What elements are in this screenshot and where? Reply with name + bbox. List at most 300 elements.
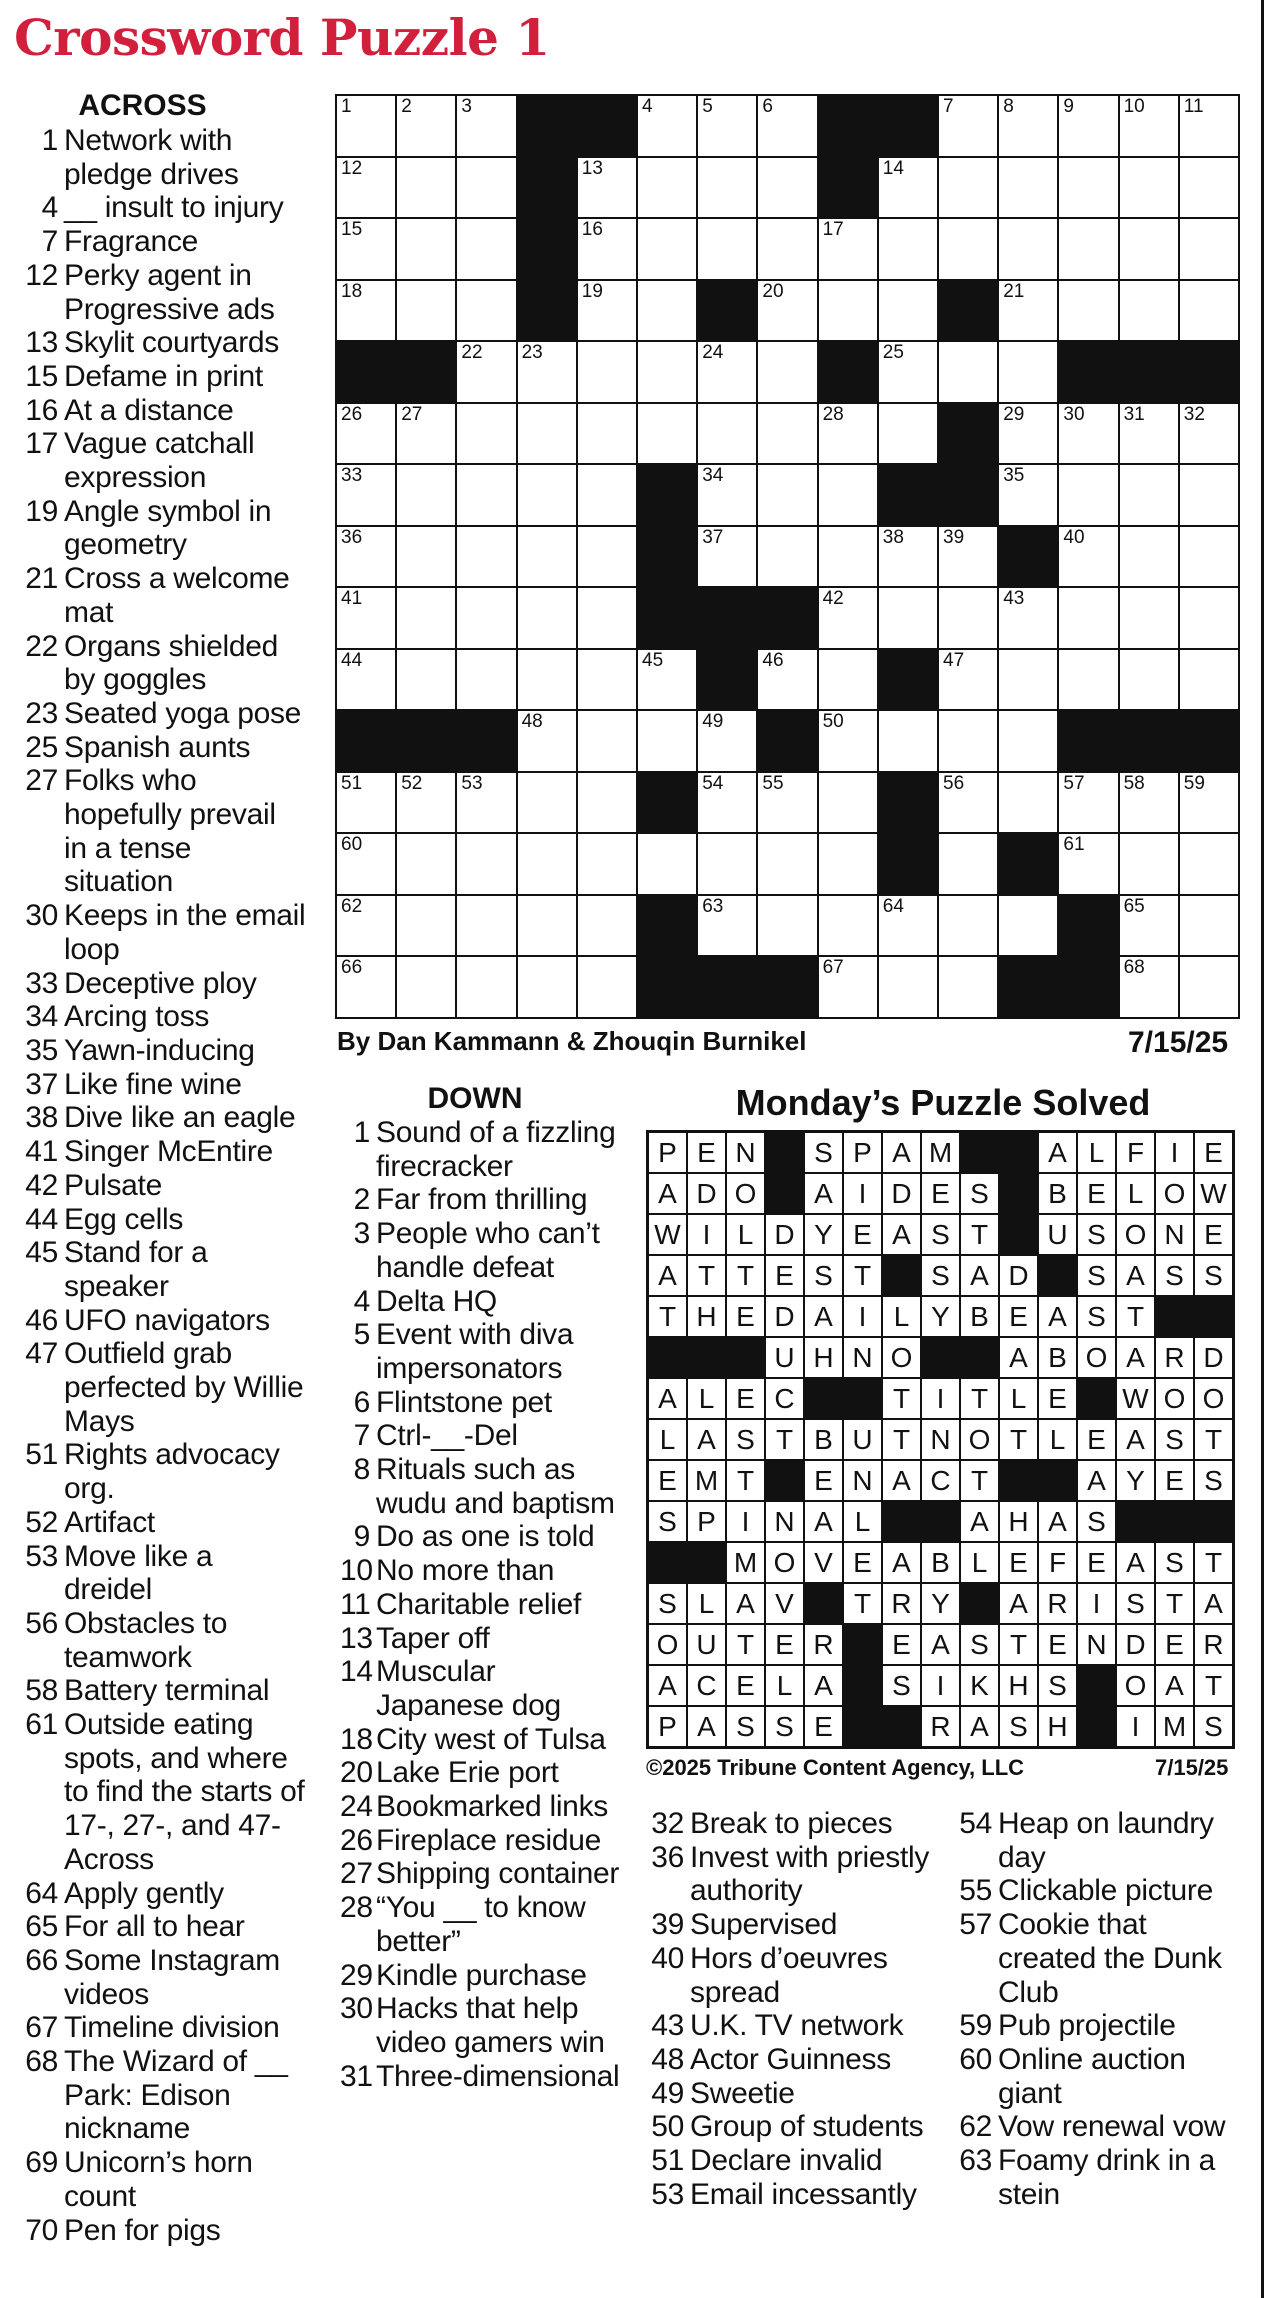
grid-cell[interactable] [698, 96, 756, 156]
grid-cell[interactable] [879, 281, 937, 341]
grid-cell[interactable] [758, 96, 816, 156]
grid-cell[interactable] [1059, 219, 1117, 279]
clue-item[interactable] [340, 1790, 625, 1824]
grid-cell[interactable] [1120, 465, 1178, 525]
grid-cell[interactable] [397, 281, 455, 341]
grid-cell[interactable] [1120, 96, 1178, 156]
clue-item[interactable] [340, 1453, 625, 1520]
clue-item[interactable] [340, 1824, 625, 1858]
clue-item[interactable] [340, 1655, 625, 1722]
grid-cell[interactable] [819, 219, 877, 279]
solved-cell: S [727, 1707, 764, 1746]
clue-item[interactable] [20, 1337, 306, 1438]
grid-cell[interactable] [578, 219, 636, 279]
grid-cell[interactable] [457, 158, 515, 218]
clue-item[interactable] [20, 495, 306, 562]
grid-cell[interactable] [397, 465, 455, 525]
grid-cell[interactable] [939, 834, 997, 894]
clue-item[interactable] [644, 2009, 944, 2043]
grid-cell[interactable] [578, 773, 636, 833]
grid-cell[interactable] [337, 773, 395, 833]
grid-cell[interactable] [397, 896, 455, 956]
solved-cell: O [649, 1625, 686, 1664]
grid-cell[interactable] [819, 588, 877, 648]
clue-item[interactable] [952, 1807, 1252, 1874]
solved-cell: R [805, 1625, 842, 1664]
grid-cell[interactable] [819, 711, 877, 771]
grid-cell[interactable] [337, 527, 395, 587]
clue-item[interactable] [340, 1622, 625, 1656]
grid-cell[interactable] [698, 834, 756, 894]
grid-cell[interactable] [638, 404, 696, 464]
grid-cell[interactable] [638, 834, 696, 894]
clue-item[interactable] [20, 967, 306, 1001]
cell-number: 60 [341, 834, 363, 856]
grid-cell[interactable] [698, 711, 756, 771]
grid-cell[interactable] [1059, 650, 1117, 710]
clue-item[interactable] [340, 1520, 625, 1554]
clue-item[interactable] [20, 1708, 306, 1877]
clue-item[interactable] [20, 1607, 306, 1674]
clue-item[interactable] [20, 1304, 306, 1338]
clue-item[interactable] [952, 1908, 1252, 2009]
grid-cell[interactable] [1059, 158, 1117, 218]
clue-item[interactable] [20, 360, 306, 394]
grid-cell[interactable] [999, 158, 1057, 218]
grid-cell[interactable] [397, 650, 455, 710]
grid-cell[interactable] [1059, 404, 1117, 464]
grid-cell[interactable] [397, 527, 455, 587]
clue-text: Heap on laundry day [998, 1807, 1214, 1874]
cell-number: 9 [1063, 96, 1074, 117]
grid-cell[interactable] [819, 957, 877, 1017]
grid-cell[interactable] [1120, 834, 1178, 894]
clue-item[interactable] [952, 2110, 1252, 2144]
grid-cell[interactable] [337, 465, 395, 525]
grid-cell[interactable] [578, 896, 636, 956]
grid-cell[interactable] [1180, 896, 1238, 956]
grid-cell[interactable] [758, 650, 816, 710]
grid-cell[interactable] [879, 588, 937, 648]
grid-cell[interactable] [999, 773, 1057, 833]
clue-item[interactable] [20, 1438, 306, 1505]
solved-cell: I [1078, 1584, 1115, 1623]
cell-number: 53 [461, 772, 483, 794]
grid-cell[interactable] [879, 219, 937, 279]
clue-item[interactable] [952, 1874, 1252, 1908]
grid-cell[interactable] [397, 404, 455, 464]
grid-cell[interactable] [1180, 281, 1238, 341]
clue-item[interactable] [20, 259, 306, 326]
grid-cell[interactable] [939, 650, 997, 710]
cell-number: 27 [401, 403, 423, 425]
clue-item[interactable] [20, 1000, 306, 1034]
grid-cell[interactable] [999, 219, 1057, 279]
grid-cell[interactable] [819, 281, 877, 341]
clue-item[interactable] [340, 1419, 625, 1453]
grid-cell[interactable] [1059, 281, 1117, 341]
solved-cell: S [883, 1666, 920, 1705]
grid-cell[interactable] [578, 957, 636, 1017]
grid-cell[interactable] [819, 404, 877, 464]
grid-cell[interactable] [518, 465, 576, 525]
clue-item[interactable] [644, 1841, 944, 1908]
grid-cell[interactable] [1120, 957, 1178, 1017]
grid-cell[interactable] [1180, 96, 1238, 156]
grid-cell[interactable] [1059, 465, 1117, 525]
grid-cell[interactable] [1180, 219, 1238, 279]
grid-cell[interactable] [638, 96, 696, 156]
clue-item[interactable] [20, 427, 306, 494]
clue-item[interactable] [20, 1068, 306, 1102]
grid-cell[interactable] [1180, 527, 1238, 587]
grid-cell[interactable] [939, 158, 997, 218]
clue-item[interactable] [340, 2060, 625, 2094]
grid-cell[interactable] [879, 404, 937, 464]
grid-cell[interactable] [518, 773, 576, 833]
grid-cell[interactable] [1120, 281, 1178, 341]
solved-cell: E [1195, 1215, 1232, 1254]
grid-cell[interactable] [1180, 404, 1238, 464]
clue-item[interactable] [644, 2110, 944, 2144]
solved-cell: S [961, 1625, 998, 1664]
grid-cell[interactable] [518, 957, 576, 1017]
grid-cell[interactable] [939, 342, 997, 402]
grid-cell[interactable] [638, 281, 696, 341]
grid-cell[interactable] [939, 588, 997, 648]
grid-cell[interactable] [578, 404, 636, 464]
clue-item[interactable] [340, 1318, 625, 1385]
clue-number: 28 [340, 1891, 373, 1925]
grid-cell[interactable] [1120, 219, 1178, 279]
grid-cell[interactable] [1120, 773, 1178, 833]
grid-cell[interactable] [879, 711, 937, 771]
clue-item[interactable] [340, 1554, 625, 1588]
grid-cell[interactable] [758, 896, 816, 956]
grid-cell[interactable] [698, 404, 756, 464]
grid-cell[interactable] [758, 834, 816, 894]
solved-cell: D [766, 1297, 803, 1336]
clue-item[interactable] [20, 764, 306, 899]
clue-item[interactable] [20, 731, 306, 765]
clue-item[interactable] [20, 1203, 306, 1237]
grid-cell[interactable] [698, 465, 756, 525]
grid-cell[interactable] [518, 711, 576, 771]
clue-item[interactable] [340, 1723, 625, 1757]
grid-cell[interactable] [939, 773, 997, 833]
grid-cell[interactable] [819, 527, 877, 587]
clue-item[interactable] [340, 1959, 625, 1993]
grid-cell[interactable] [999, 588, 1057, 648]
clue-item[interactable] [20, 326, 306, 360]
grid-cell[interactable] [758, 773, 816, 833]
grid-cell[interactable] [1180, 158, 1238, 218]
grid-cell[interactable] [638, 650, 696, 710]
grid-cell[interactable] [1059, 588, 1117, 648]
grid-cell[interactable] [457, 219, 515, 279]
grid-cell[interactable] [879, 957, 937, 1017]
grid-cell[interactable] [819, 896, 877, 956]
grid-cell[interactable] [337, 588, 395, 648]
solved-cell: A [688, 1420, 725, 1459]
grid-cell[interactable] [337, 281, 395, 341]
grid-cell[interactable] [518, 834, 576, 894]
grid-cell[interactable] [457, 650, 515, 710]
grid-cell[interactable] [578, 834, 636, 894]
clue-item[interactable] [20, 1540, 306, 1607]
grid-cell[interactable] [999, 711, 1057, 771]
grid-cell[interactable] [698, 158, 756, 218]
clue-item[interactable] [20, 394, 306, 428]
clue-item[interactable] [20, 1506, 306, 1540]
clue-text: No more than [376, 1554, 555, 1588]
clue-item[interactable] [644, 2178, 944, 2212]
grid-cell[interactable] [578, 158, 636, 218]
grid-cell[interactable] [578, 527, 636, 587]
grid-cell[interactable] [999, 896, 1057, 956]
grid-cell[interactable] [819, 773, 877, 833]
grid-cell[interactable] [397, 219, 455, 279]
grid-cell[interactable] [397, 957, 455, 1017]
grid-cell[interactable] [578, 711, 636, 771]
grid-cell[interactable] [698, 527, 756, 587]
grid-cell[interactable] [758, 281, 816, 341]
clue-item[interactable] [340, 1183, 625, 1217]
solved-cell: T [1195, 1420, 1232, 1459]
grid-cell[interactable] [758, 158, 816, 218]
grid-cell[interactable] [397, 834, 455, 894]
grid-cell[interactable] [1180, 465, 1238, 525]
grid-cell[interactable] [698, 773, 756, 833]
grid-cell[interactable] [999, 404, 1057, 464]
grid-cell[interactable] [457, 404, 515, 464]
grid-cell[interactable] [1120, 404, 1178, 464]
grid-cell[interactable] [1120, 158, 1178, 218]
clue-item[interactable] [20, 1169, 306, 1203]
grid-cell[interactable] [879, 896, 937, 956]
grid-cell[interactable] [337, 219, 395, 279]
grid-cell[interactable] [337, 834, 395, 894]
grid-cell[interactable] [457, 342, 515, 402]
grid-cell[interactable] [1180, 650, 1238, 710]
solved-block [1078, 1707, 1115, 1746]
grid-cell[interactable] [518, 527, 576, 587]
grid-cell[interactable] [999, 465, 1057, 525]
clue-item[interactable] [20, 562, 306, 629]
clue-item[interactable] [644, 2144, 944, 2178]
grid-cell[interactable] [758, 465, 816, 525]
clue-text: Network with pledge drives [64, 124, 239, 191]
clue-item[interactable] [340, 1217, 625, 1284]
grid-cell[interactable] [457, 465, 515, 525]
grid-cell[interactable] [758, 342, 816, 402]
grid-cell[interactable] [1120, 650, 1178, 710]
clue-item[interactable] [340, 1992, 625, 2059]
grid-block [879, 96, 937, 156]
clue-item[interactable] [340, 1857, 625, 1891]
clue-item[interactable] [340, 1116, 625, 1183]
solved-cell: S [805, 1133, 842, 1172]
clue-item[interactable] [20, 1944, 306, 2011]
grid-cell[interactable] [578, 281, 636, 341]
grid-cell[interactable] [698, 896, 756, 956]
clue-item[interactable] [20, 1034, 306, 1068]
grid-cell[interactable] [337, 957, 395, 1017]
clue-item[interactable] [20, 2045, 306, 2146]
solved-cell: L [688, 1379, 725, 1418]
grid-cell[interactable] [1180, 588, 1238, 648]
clue-item[interactable] [20, 124, 306, 191]
grid-cell[interactable] [879, 527, 937, 587]
grid-cell[interactable] [578, 465, 636, 525]
grid-cell[interactable] [457, 588, 515, 648]
grid-cell[interactable] [698, 219, 756, 279]
grid-cell[interactable] [1180, 834, 1238, 894]
clue-number: 21 [25, 562, 58, 596]
grid-cell[interactable] [999, 281, 1057, 341]
grid-block [638, 588, 696, 648]
clue-item[interactable] [340, 1588, 625, 1622]
grid-cell[interactable] [999, 650, 1057, 710]
clue-number: 36 [651, 1840, 684, 1874]
clue-text: Delta HQ [376, 1284, 497, 1318]
solved-block [961, 1133, 998, 1172]
solved-block [1000, 1215, 1037, 1254]
clue-text: Defame in print [64, 359, 263, 393]
grid-cell[interactable] [457, 834, 515, 894]
clue-item[interactable] [20, 1674, 306, 1708]
grid-cell[interactable] [457, 957, 515, 1017]
grid-cell[interactable] [518, 404, 576, 464]
clue-item[interactable] [952, 2144, 1252, 2211]
grid-cell[interactable] [819, 650, 877, 710]
grid-cell[interactable] [1059, 96, 1117, 156]
grid-cell[interactable] [638, 158, 696, 218]
clue-item[interactable] [952, 2009, 1252, 2043]
clue-item[interactable] [20, 630, 306, 697]
grid-block [638, 527, 696, 587]
clue-item[interactable] [20, 1877, 306, 1911]
clue-item[interactable] [644, 1807, 944, 1841]
grid-cell[interactable] [397, 96, 455, 156]
clue-item[interactable] [20, 899, 306, 966]
grid-cell[interactable] [518, 342, 576, 402]
grid-cell[interactable] [638, 219, 696, 279]
grid-cell[interactable] [939, 896, 997, 956]
grid-cell[interactable] [939, 219, 997, 279]
clue-item[interactable] [20, 2146, 306, 2213]
clue-item[interactable] [644, 1942, 944, 2009]
grid-cell[interactable] [939, 711, 997, 771]
grid-cell[interactable] [698, 342, 756, 402]
crossword-grid[interactable] [335, 94, 1240, 1019]
grid-cell[interactable] [337, 404, 395, 464]
clue-item[interactable] [20, 2011, 306, 2045]
grid-cell[interactable] [1120, 527, 1178, 587]
grid-cell[interactable] [879, 342, 937, 402]
clue-item[interactable] [340, 1386, 625, 1420]
across-heading: ACROSS [78, 89, 207, 122]
clue-number: 4 [353, 1284, 370, 1318]
clue-item[interactable] [20, 191, 306, 225]
grid-cell[interactable] [1059, 527, 1117, 587]
clue-item[interactable] [340, 1891, 625, 1958]
clue-item[interactable] [644, 2043, 944, 2077]
grid-cell[interactable] [1180, 957, 1238, 1017]
grid-cell[interactable] [578, 588, 636, 648]
clue-item[interactable] [644, 2077, 944, 2111]
grid-cell[interactable] [457, 281, 515, 341]
grid-cell[interactable] [397, 773, 455, 833]
grid-cell[interactable] [638, 711, 696, 771]
grid-cell[interactable] [518, 588, 576, 648]
grid-cell[interactable] [578, 342, 636, 402]
solved-cell: L [727, 1215, 764, 1254]
grid-cell[interactable] [1059, 773, 1117, 833]
grid-cell[interactable] [457, 527, 515, 587]
clue-item[interactable] [340, 1285, 625, 1319]
clue-item[interactable] [644, 1908, 944, 1942]
grid-cell[interactable] [939, 957, 997, 1017]
across-clue-list [20, 124, 306, 2247]
grid-block [638, 773, 696, 833]
grid-cell[interactable] [457, 773, 515, 833]
grid-cell[interactable] [337, 650, 395, 710]
grid-cell[interactable] [337, 96, 395, 156]
clue-item[interactable] [340, 1756, 625, 1790]
grid-cell[interactable] [1120, 896, 1178, 956]
grid-cell[interactable] [1120, 588, 1178, 648]
grid-cell[interactable] [397, 158, 455, 218]
grid-cell[interactable] [819, 834, 877, 894]
clue-item[interactable] [952, 2043, 1252, 2110]
grid-cell[interactable] [337, 896, 395, 956]
grid-cell[interactable] [758, 219, 816, 279]
clue-item[interactable] [20, 2214, 306, 2248]
grid-cell[interactable] [337, 158, 395, 218]
clue-item[interactable] [20, 1910, 306, 1944]
grid-cell[interactable] [939, 96, 997, 156]
solved-cell: B [922, 1543, 959, 1582]
grid-cell[interactable] [999, 96, 1057, 156]
grid-cell[interactable] [518, 650, 576, 710]
cell-number: 67 [822, 957, 844, 979]
grid-cell[interactable] [758, 404, 816, 464]
grid-cell[interactable] [758, 527, 816, 587]
clue-text: Invest with priestly authority [690, 1840, 930, 1908]
grid-cell[interactable] [578, 650, 636, 710]
cell-number: 22 [461, 342, 483, 364]
clue-item[interactable] [20, 1101, 306, 1135]
grid-cell[interactable] [457, 896, 515, 956]
clue-item[interactable] [20, 697, 306, 731]
clue-item[interactable] [20, 225, 306, 259]
clue-item[interactable] [20, 1236, 306, 1303]
grid-cell[interactable] [457, 96, 515, 156]
solved-block [1195, 1502, 1232, 1541]
grid-cell[interactable] [638, 342, 696, 402]
grid-cell[interactable] [819, 465, 877, 525]
grid-cell[interactable] [397, 588, 455, 648]
grid-cell[interactable] [1059, 834, 1117, 894]
grid-cell[interactable] [939, 527, 997, 587]
cell-number: 29 [1003, 403, 1025, 425]
grid-cell[interactable] [879, 158, 937, 218]
grid-cell[interactable] [518, 896, 576, 956]
grid-cell[interactable] [1180, 773, 1238, 833]
grid-cell[interactable] [999, 342, 1057, 402]
clue-item[interactable] [20, 1135, 306, 1169]
